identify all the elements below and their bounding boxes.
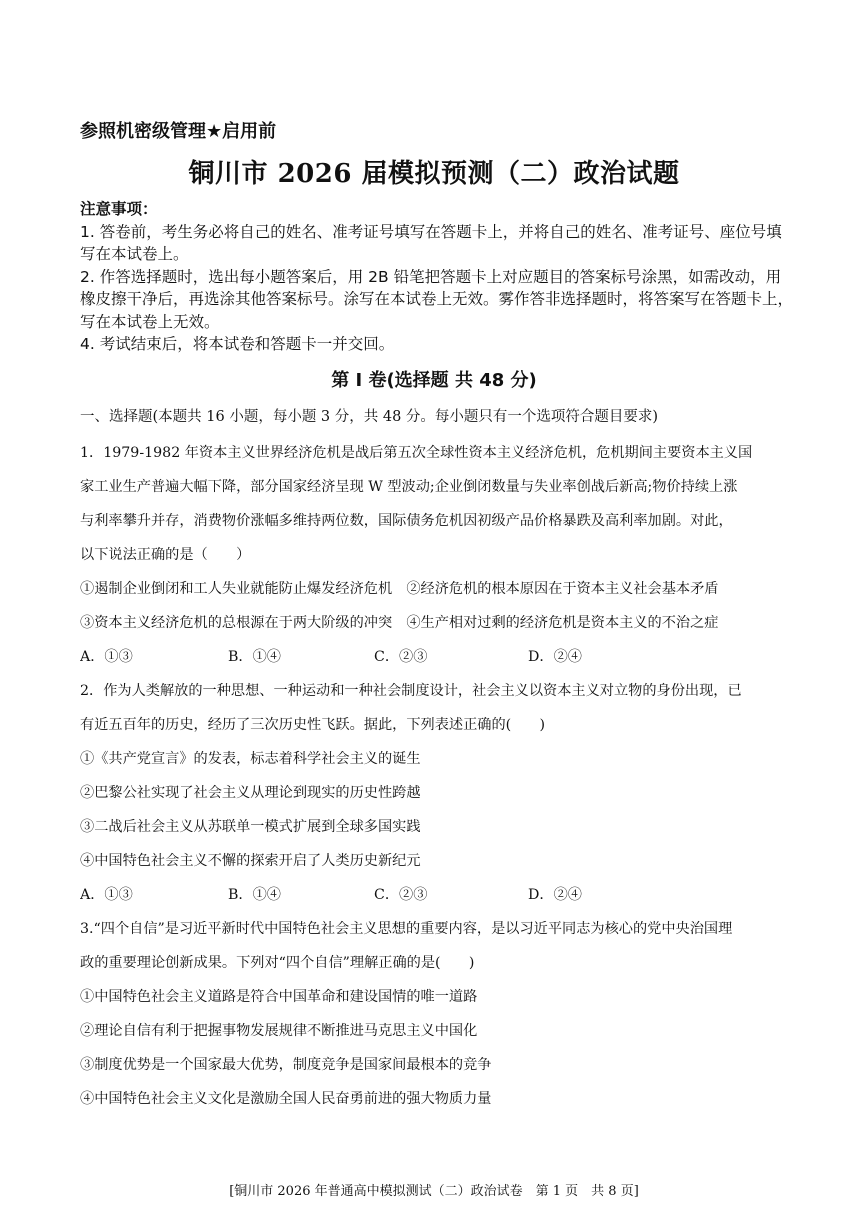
option-c: C．②③ — [374, 649, 428, 665]
notice-item: 1. 答卷前，考生务必将自己的姓名、准考证号填写在答题卡上，并将自己的姓名、准考证号、座位号填写在本试卷上。 — [80, 222, 782, 263]
question-2-statement: ④中国特色社会主义不懈的探索开启了人类历史新纪元 — [80, 853, 421, 869]
notice-heading: 注意事项： — [80, 200, 158, 218]
question-2-text: 2．作为人类解放的一种思想、一种运动和一种社会制度设计，社会主义以资本主义对立物的身份出现，已 — [80, 683, 742, 699]
option-a: A．①③ — [80, 887, 133, 903]
notice-item: 4. 考试结束后，将本试卷和答题卡一并交回。 — [80, 335, 395, 353]
option-d: D．②④ — [528, 887, 582, 903]
option-b: B．①④ — [228, 649, 281, 665]
option-a: A．①③ — [80, 649, 133, 665]
notice-block — [80, 198, 796, 356]
question-3-statement: ①中国特色社会主义道路是符合中国革命和建设国情的唯一道路 — [80, 989, 478, 1005]
question-2-statement: ①《共产党宣言》的发表，标志着科学社会主义的诞生 — [80, 751, 421, 767]
question-1-text: 与利率攀升并存，消费物价涨幅多维持两位数，国际债务危机因初级产品价格暴跌及高利率加剧。对此， — [80, 513, 733, 529]
question-2-statement: ②巴黎公社实现了社会主义从理论到现实的历史性跨越 — [80, 785, 421, 801]
question-3-statement: ③制度优势是一个国家最大优势，制度竞争是国家间最根本的竞争 — [80, 1057, 492, 1073]
option-b: B．①④ — [228, 887, 281, 903]
question-3-statement: ②理论自信有利于把握事物发展规律不断推进马克思主义中国化 — [80, 1023, 478, 1039]
option-c: C．②③ — [374, 887, 428, 903]
page-title: 铜川市 2026 届模拟预测（二）政治试题 — [188, 159, 680, 189]
question-2-options — [80, 878, 796, 912]
question-1-statement: ①遏制企业倒闭和工人失业就能防止爆发经济危机 ②经济危机的根本原因在于资本主义社会基本矛盾 — [80, 581, 719, 597]
part-heading: 一、选择题(本题共 16 小题，每小题 3 分，共 48 分。每小题只有一个选项符合题目要求) — [80, 409, 659, 425]
question-1-statement: ③资本主义经济危机的总根源在于两大阶级的冲突 ④生产相对过剩的经济危机是资本主义的不治之症 — [80, 615, 719, 631]
question-1-options — [80, 640, 796, 674]
notice-item: 2. 作答选择题时，选出每小题答案后，用 2B 铅笔把答题卡上对应题目的答案标号涂黑，如需改动，用橡皮擦干净后，再选涂其他答案标号。涂写在本试卷上无效。雾作答非选择题时，将答案写在答题卡上，写在本试卷上无效。 — [80, 267, 794, 331]
questions-body — [80, 436, 796, 1116]
question-3-text: 政的重要理论创新成果。下列对“四个自信”理解正确的是( ) — [80, 955, 475, 971]
question-1-text: 1．1979-1982 年资本主义世界经济危机是战后第五次全球性资本主义经济危机，危机期间主要资本主义国 — [80, 445, 753, 461]
question-1-text: 家工业生产普遍大幅下降，部分国家经济呈现 W 型波动;企业倒闭数量与失业率创战后新高;物价持续上涨 — [80, 479, 738, 495]
section-title: 第 I 卷(选择题 共 48 分) — [331, 370, 537, 391]
question-3-statement: ④中国特色社会主义文化是激励全国人民奋勇前进的强大物质力量 — [80, 1091, 492, 1107]
question-2-statement: ③二战后社会主义从苏联单一模式扩展到全球多国实践 — [80, 819, 421, 835]
page-footer: [铜川市 2026 年普通高中模拟测试（二）政治试卷 第 1 页 共 8 页] — [229, 1184, 639, 1199]
question-3-text: 3.“四个自信”是习近平新时代中国特色社会主义思想的重要内容，是以习近平同志为核心的党中央治国理 — [80, 921, 733, 937]
option-d: D．②④ — [528, 649, 582, 665]
confidentiality-label: 参照机密级管理★启用前 — [80, 121, 277, 142]
question-1-text: 以下说法正确的是（ ） — [80, 547, 251, 563]
question-2-text: 有近五百年的历史，经历了三次历史性飞跃。据此，下列表述正确的( ) — [80, 717, 546, 733]
